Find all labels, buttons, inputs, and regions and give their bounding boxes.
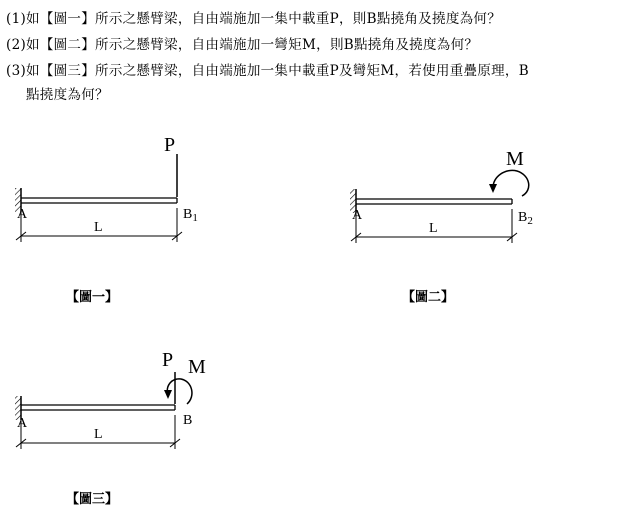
support-label: A: [352, 208, 363, 223]
question-3-line-2: 點撓度為何？: [26, 87, 109, 103]
support-label: A: [17, 416, 28, 431]
load-label: P: [164, 134, 176, 156]
moment-arrowhead: [164, 390, 172, 399]
support-label: A: [17, 207, 28, 222]
question-1: (1)如【圖一】所示之懸臂梁，自由端施加一集中載重P，則B點撓角及撓度為何？: [6, 11, 502, 27]
length-label: L: [94, 220, 103, 235]
end-label: B: [183, 413, 193, 428]
load-label: P: [162, 349, 174, 371]
figure-2-caption: 【圖二】: [402, 290, 455, 305]
figure-1-caption: 【圖一】: [66, 290, 119, 305]
moment-arc: [493, 170, 529, 196]
end-label: $B_2$: [518, 210, 533, 227]
question-3-line-1: (3)如【圖三】所示之懸臂梁，自由端施加一集中載重P及彎矩M，若使用重疊原理，B: [6, 63, 529, 79]
figure-2: [350, 148, 533, 243]
moment-label: M: [188, 356, 206, 378]
moment-arrowhead: [489, 184, 497, 193]
length-label: L: [429, 221, 438, 236]
question-2: (2)如【圖二】所示之懸臂梁，自由端施加一彎矩M，則B點撓角及撓度為何？: [6, 37, 479, 53]
figure-3: [15, 349, 206, 449]
length-label: L: [94, 427, 103, 442]
moment-label: M: [506, 148, 524, 170]
end-label: $B_1$: [183, 207, 198, 224]
figure-1: [15, 134, 198, 242]
figure-3-caption: 【圖三】: [66, 492, 119, 507]
